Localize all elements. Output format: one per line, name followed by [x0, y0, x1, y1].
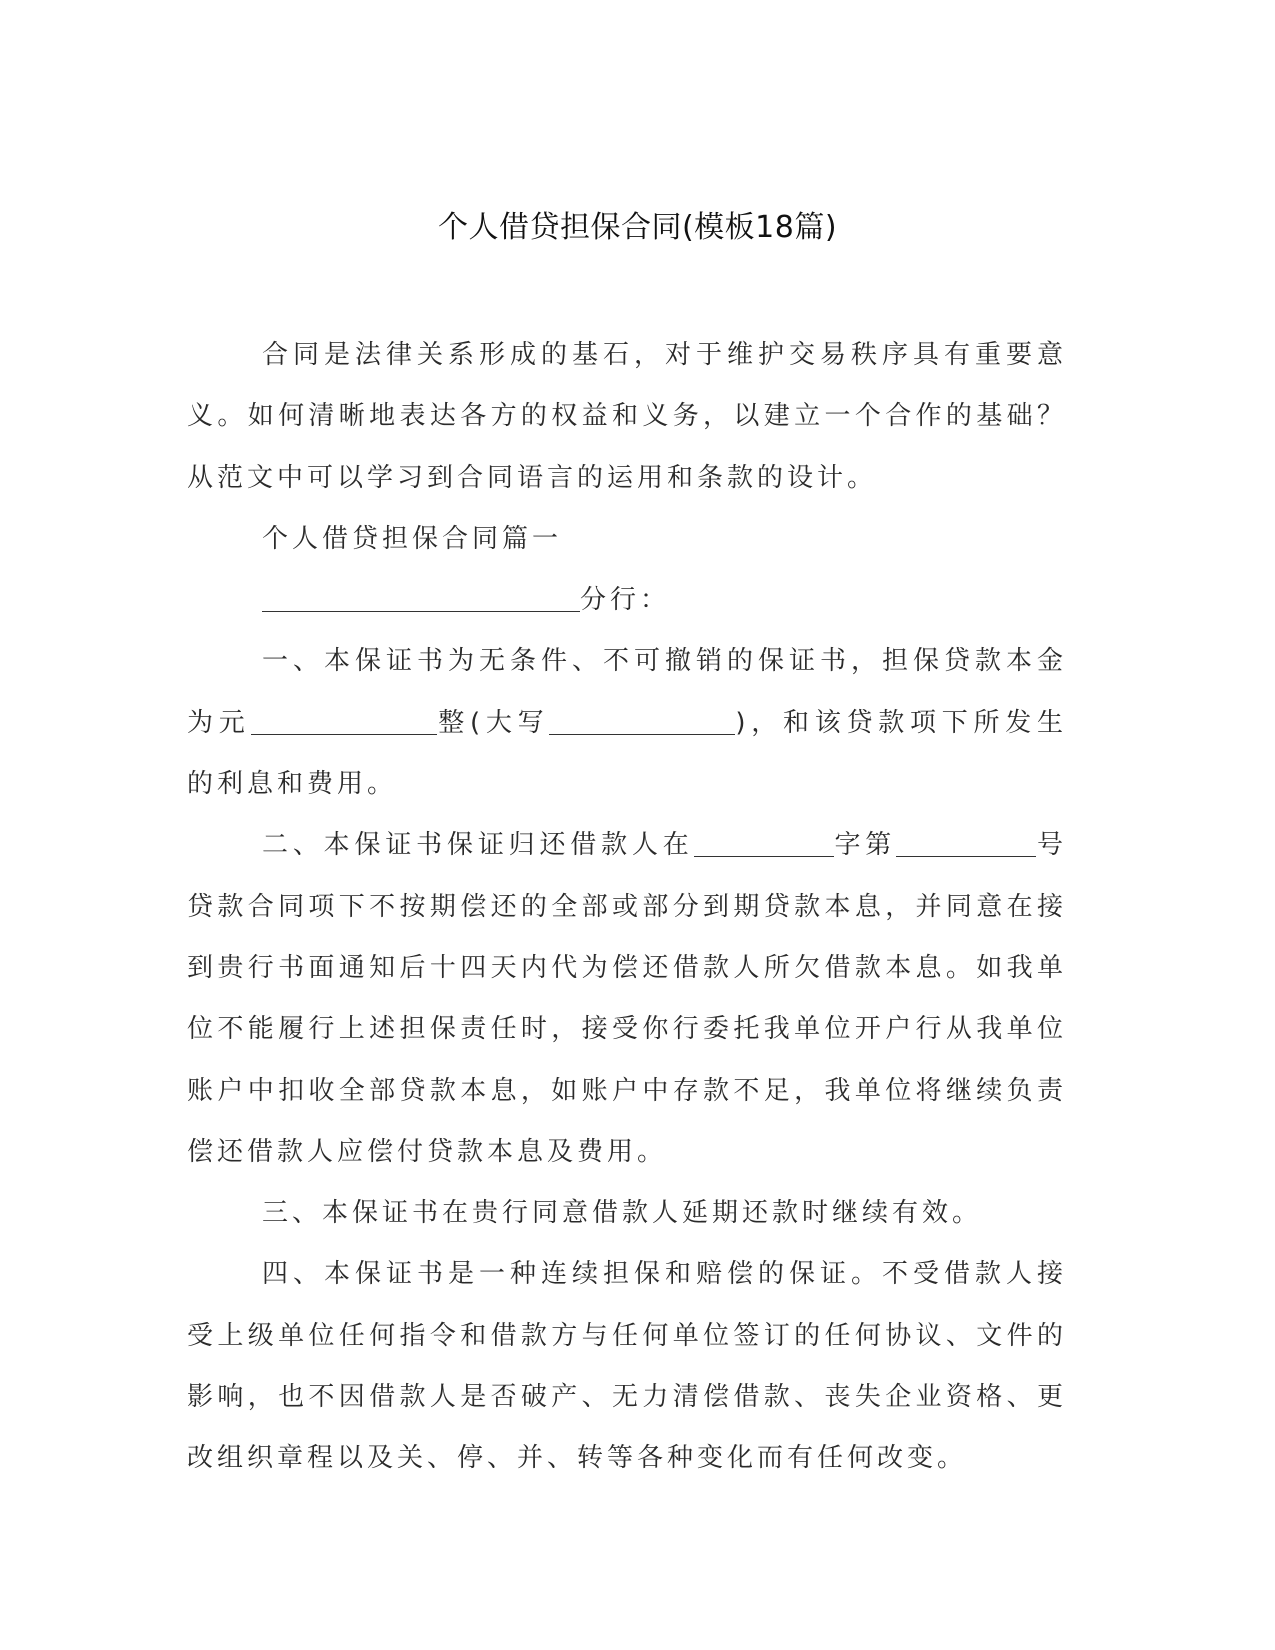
branch-name-blank	[262, 585, 580, 612]
clause-1-text-start: 一、本保证书为无条件、不可撤销的保证书，担保贷款本金为元	[187, 646, 1067, 738]
amount-blank	[251, 708, 437, 735]
branch-line	[187, 570, 1067, 631]
clause-2-text-middle: 字第	[833, 830, 897, 861]
document-body	[187, 325, 1067, 1490]
branch-suffix: 分行：	[580, 585, 671, 616]
amount-uppercase-blank	[549, 708, 735, 735]
clause-1	[187, 631, 1067, 815]
clause-4: 四、本保证书是一种连续担保和赔偿的保证。不受借款人接受上级单位任何指令和借款方与任何单位签订的任何协议、文件的影响，也不因借款人是否破产、无力清偿借款、丧失企业资格、更改组织章程以及关、停、并、转等各种变化而有任何改变。	[187, 1259, 1067, 1474]
contract-number-blank	[896, 830, 1036, 857]
clause-2-text-end: 号贷款合同项下不按期偿还的全部或部分到期贷款本息，并同意在接到贵行书面通知后十四天内代为偿还借款人所欠借款本息。如我单位不能履行上述担保责任时，接受你行委托我单位开户行从我单位账户中扣收全部贷款本息，如账户中存款不足，我单位将继续负责偿还借款人应偿付贷款本息及费用。	[187, 830, 1067, 1167]
clause-1-text-middle: 整(大写	[436, 707, 550, 738]
contract-prefix-blank	[694, 830, 834, 857]
clause-3: 三、本保证书在贵行同意借款人延期还款时继续有效。	[262, 1198, 983, 1229]
clause-2-text-start: 二、本保证书保证归还借款人在	[262, 830, 694, 861]
clause-2	[187, 815, 1067, 1183]
intro-paragraph: 合同是法律关系形成的基石，对于维护交易秩序具有重要意义。如何清晰地表达各方的权益和义务，以建立一个合作的基础？从范文中可以学习到合同语言的运用和条款的设计。	[187, 340, 1067, 493]
clause-1-text-end: )，和该贷款项下所发生的利息和费用。	[187, 707, 1067, 800]
section-heading: 个人借贷担保合同篇一	[262, 523, 563, 554]
document-title: 个人借贷担保合同(模板18篇)	[437, 210, 838, 245]
